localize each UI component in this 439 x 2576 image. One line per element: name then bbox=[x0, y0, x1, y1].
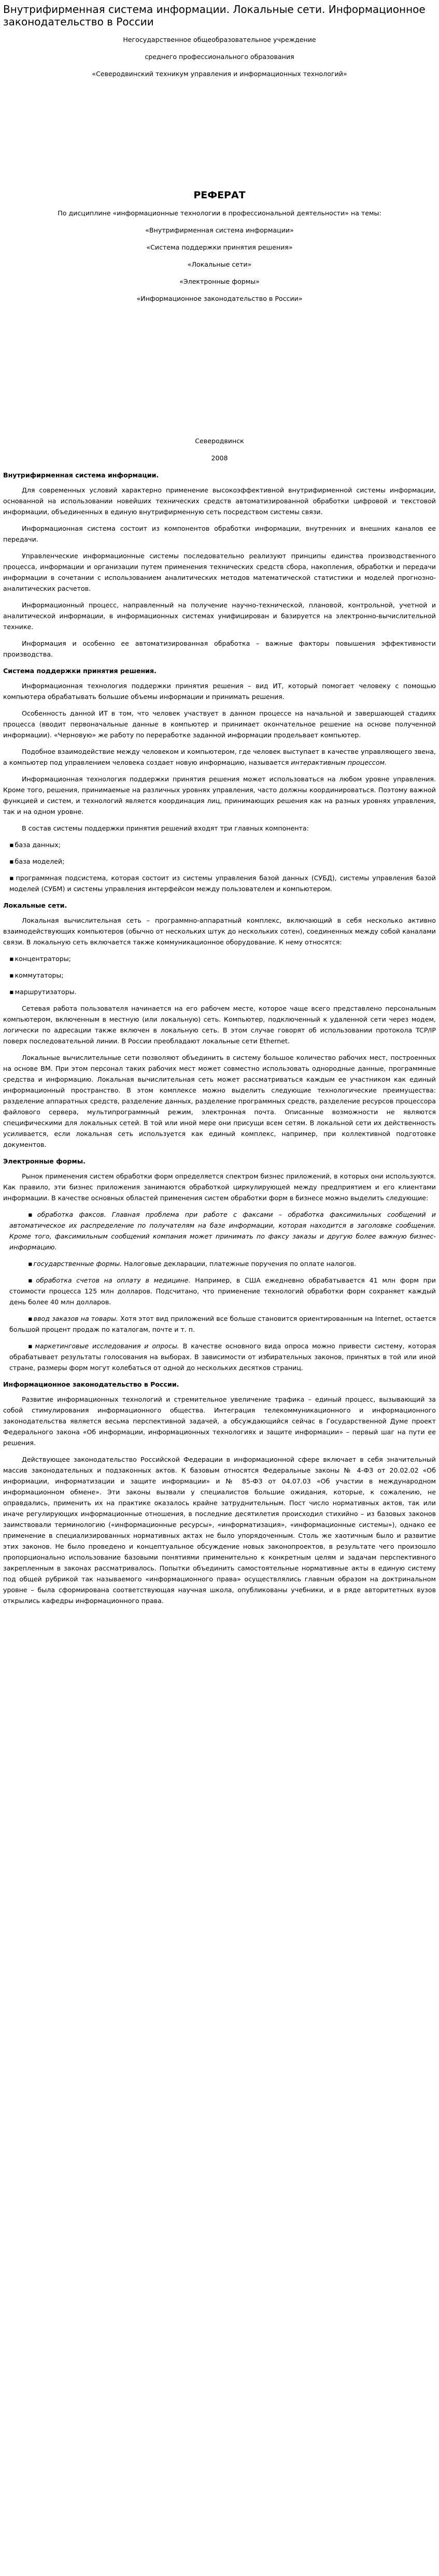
section-heading-electronic-forms: Электронные формы. bbox=[3, 1157, 86, 1165]
document-body bbox=[3, 34, 436, 1606]
section-heading-info-legislation: Информационное законодательство в России. bbox=[3, 1380, 179, 1388]
emphasis-text: ввод заказов на товары. bbox=[33, 1315, 118, 1322]
year: 2008 bbox=[211, 454, 228, 462]
city: Северодвинск bbox=[195, 437, 244, 445]
paragraph-text: В качестве основного вида опроса можно привести систему, которая обрабатывает результаты голосования на выборах. В зависимости от избирательных законов, принятых в той или иной стране, размеры форм могут колебаться от одной до нескольких десятков страниц. bbox=[9, 1342, 436, 1372]
topic-3: «Локальные сети» bbox=[187, 260, 252, 268]
emphasis-text: интерактивным процессом. bbox=[291, 759, 387, 766]
topic-2: «Система поддержки принятия решения» bbox=[146, 243, 293, 251]
section-heading-local-networks: Локальные сети. bbox=[3, 901, 67, 909]
paragraph: Развитие информационных технологий и стремительное увеличение трафика – единый процесс, вызывающий за собой стимулирования информационного общества. Интеграция телекоммуникационного и информационного законодательства является весьма перспективной задачей, а обсуждающийся сейчас в Государственной Думе проект Федерального закона «Об информации, информационных технологиях и защите информации» – первый шаг на пути ее решения. bbox=[3, 1395, 436, 1447]
bullet-item: ▪ маршрутизаторы. bbox=[3, 986, 436, 997]
emphasis-text: обработка факсов. bbox=[37, 1211, 106, 1218]
document-title: Внутрифирменная система информации. Локальные сети. Информационное законодательство в России bbox=[3, 3, 426, 28]
paragraph-text: Подобное взаимодействие между человеком и компьютером, где человек выступает в качестве управляющего звена, а компьютер под управлением человека создает новую информацию, называется bbox=[3, 748, 436, 766]
topic-4: «Электронные формы» bbox=[179, 278, 260, 285]
bullet-item bbox=[3, 1209, 436, 1253]
emphasis-text: маркетинговые исследования и опросы. bbox=[35, 1342, 179, 1350]
section-heading-decision-support: Система поддержки принятия решения. bbox=[3, 667, 157, 675]
paragraph: Рынок применения систем обработки форм определяется спектром бизнес приложений, в которых они используются. Как правило, эти бизнес приложения занимаются обработкой циркулирующей между предприятием и его клиентами информации. В качестве основных областей применения систем обработки форм в бизнесе можно выделить следующие: bbox=[3, 1172, 436, 1202]
bullet-item bbox=[3, 1313, 436, 1335]
bullet-item: ▪ коммутаторы; bbox=[3, 970, 436, 981]
paragraph: Информация и особенно ее автоматизированная обработка – важные факторы повышения эффективности производства. bbox=[3, 639, 436, 658]
bullet-item bbox=[3, 1258, 436, 1269]
bullet-item: ▪ база данных; bbox=[3, 839, 436, 850]
header-line-3: «Северодвинский техникум управления и информационных технологий» bbox=[92, 70, 347, 78]
topic-5: «Информационное законодательство в России» bbox=[136, 295, 303, 302]
paragraph: Управленческие информационные системы последовательно реализуют принципы единства производственного процесса, информации и организации путем применения технических средств сбора, накопления, обработки и передачи информации в сочетании с использованием аналитических методов математической статистики и моделей прогнозно-аналитических расчетов. bbox=[3, 552, 436, 592]
discipline-line: По дисциплине «информационные технологии в профессиональной деятельности» на темы: bbox=[58, 209, 381, 217]
emphasis-text: обработка счетов на оплату в медицине. bbox=[36, 1276, 191, 1284]
topic-1: «Внутрифирменная система информации» bbox=[145, 226, 294, 234]
bullet-item: ▪ концентраторы; bbox=[3, 953, 436, 964]
paragraph: Информационная система состоит из компонентов обработки информации, внутренних и внешних каналов ее передачи. bbox=[3, 525, 436, 543]
paragraph bbox=[3, 746, 436, 768]
referat-heading: РЕФЕРАТ bbox=[193, 190, 246, 201]
section-heading-internal-info: Внутрифирменная система информации. bbox=[3, 471, 159, 479]
emphasis-text: Главная проблема при работе с факсами – обработка факсимильных сообщений и автоматическое их распределение по получателям на базе информации, которая находится в заголовке сообщения. Кроме того, факсимильным сообщений компания может принимать по факсу заказы и другую более важную бизнес-информацию. bbox=[9, 1211, 436, 1251]
header-line-2: среднего профессионального образования bbox=[145, 53, 294, 61]
spacer bbox=[3, 85, 436, 189]
bullet-item bbox=[3, 1275, 436, 1307]
bullet-item bbox=[3, 1341, 436, 1373]
paragraph: Информационная технология поддержки принятия решения может использоваться на любом уровне управления. Кроме того, решения, принимаемые на различных уровнях управления, часто должны координироваться. Поэтому важной функцией и систем, и технологий является координация лиц, принимающих решения как на разных уровнях управления, так и на одном уровне. bbox=[3, 775, 436, 816]
paragraph: Информационная технология поддержки принятия решения – вид ИТ, который помогает человеку с помощью компьютера обрабатывать большие объемы информации и принимать решения. bbox=[3, 682, 436, 701]
paragraph: Сетевая работа пользователя начинается на его рабочем месте, которое чаще всего представлено персональным компьютером, включенным в местную (или локальную) сеть. Компьютер, подключенный к удаленной сети через модем, логически по адресации также включен в локальную сеть. В этом случае говорят об использовании протокола TCP/IP поверх последовательной линии. В России преобладают локальные сети Ethernet. bbox=[3, 1005, 436, 1045]
paragraph: Локальные вычислительные сети позволяют объединить в систему большое количество рабочих мест, построенных на основе ВМ. При этом персонал таких рабочих мест может совместно использовать однородные данные, программные средства и информацию. Локальная вычислительная сеть может рассматриваться каждым ее участником как единый информационный пространство. В этом комплексе можно выделить следующие технологические преимущества: разделение аппаратных средств, разделение данных, разделение программных средств, разделение ресурсов процессора файлового сервера, мультипрограммный режим, электронная почта. Описанные возможности не являются специфическими для локальных сетей. В той или иной мере они присущи всем сетям. В локальной сети их действенность усиливается, если локальная сеть используется как единый комплекс, например, при коллективной подготовке документов. bbox=[3, 1054, 436, 1148]
paragraph-text: Налоговые декларации, платежные поручения по оплате налогов. bbox=[122, 1260, 357, 1268]
emphasis-text: государственные формы. bbox=[33, 1260, 122, 1268]
bullet-item: ▪ программная подсистема, которая состоит из системы управления базой данных (СУБД), системы управления базой моделей (СУБМ) и системы управления интерфейсом между пользователем и компьютером. bbox=[3, 872, 436, 894]
paragraph: В состав системы поддержки принятия решений входят три главных компонента: bbox=[22, 824, 309, 832]
paragraph-text: Например, в США ежедневно обрабатывается 41 млн форм при стоимости процесса 125 млн долларов. Подсчитано, что применение технологий обработки форм сохраняет каждый день более 40 млн долларов. bbox=[9, 1276, 436, 1306]
paragraph: Для современных условий характерно применение высокоэффективной внутрифирменной системы информации, основанной на использовании новейших технических средств автоматизированной обработки цифровой и текстовой информации, объединенных в единую внутрифирменную сеть посредством системы связи. bbox=[3, 486, 436, 516]
header-line-1: Негосударственное общеобразовательное учреждение bbox=[123, 36, 316, 43]
paragraph: Информационный процесс, направленный на получение научно-технической, плановой, контрольной, учетной и аналитической информации, в информационных системах унифицирован и базируется на электронно-вычислительной технике. bbox=[3, 601, 436, 631]
bullet-item: ▪ база моделей; bbox=[3, 856, 436, 867]
paragraph: Особенность данной ИТ в том, что человек участвует в данном процессе на начальной и завершающей стадиях процесса (вводит первоначальные данные в компьютер и принимает окончательное решение на основе полученной информации). «Черновую» же работу по переработке заданной информации продельвает компьютер. bbox=[3, 709, 436, 739]
spacer bbox=[3, 310, 436, 435]
paragraph-text: Хотя этот вид приложений все больше становится ориентированным на Internet, остается большой процент продаж по каталогам, почте и т. п. bbox=[9, 1315, 436, 1333]
paragraph: Действующее законодательство Российской Федерации в информационной сфере включает в себя значительный массив законодательных и подзаконных актов. К базовым относятся Федеральные законы № 4-ФЗ от 20.02.02 «Об информации, информатизации и защите информации» и № 85-ФЗ от 04.07.03 «Об участии в международном информационном обмене». Эти законы вызвали у специалистов большие ожидания, которые, к сожалению, не оправдались, применить их на практике оказалось крайне затруднительным. Пост число нормативных актов, так или иначе регулирующих информационные отношения, в последние десятилетия происходил стихийно – из базовых законов заимствовали терминологию («информационные ресурсы», «информатизация», «информационные системы»), однако ее применение в специализированных нормативных актах не было упорядоченным. Столь же хаотичным было и развитие этих законов. Не было проведено и концептуальное обсуждение новых законопроектов, в результате чего произошло пропорционально использование базовыми понятиями применительно к конкретным целям и задачам перспективного закрепленным в законах рассматривалось. Попытки объединить самостоятельные нормативные акты в единую систему под общей рубрикой так называемого «информационного права» осуществлялись главным образом на доктринальном уровне – была сформирована соответствующая научная школа, опубликованы учебники, и в ряде авторитетных вузов открылись кафедры информационного права. bbox=[3, 1456, 436, 1605]
paragraph: Локальная вычислительная сеть – программно-аппаратный комплекс, включающий в себя несколько активно взаимодействующих компьютеров (обычно от нескольких штук до нескольких сотен), соединенных между собой каналами связи. В локальную сеть включается также коммуникационное оборудование. К нему относятся: bbox=[3, 916, 436, 946]
